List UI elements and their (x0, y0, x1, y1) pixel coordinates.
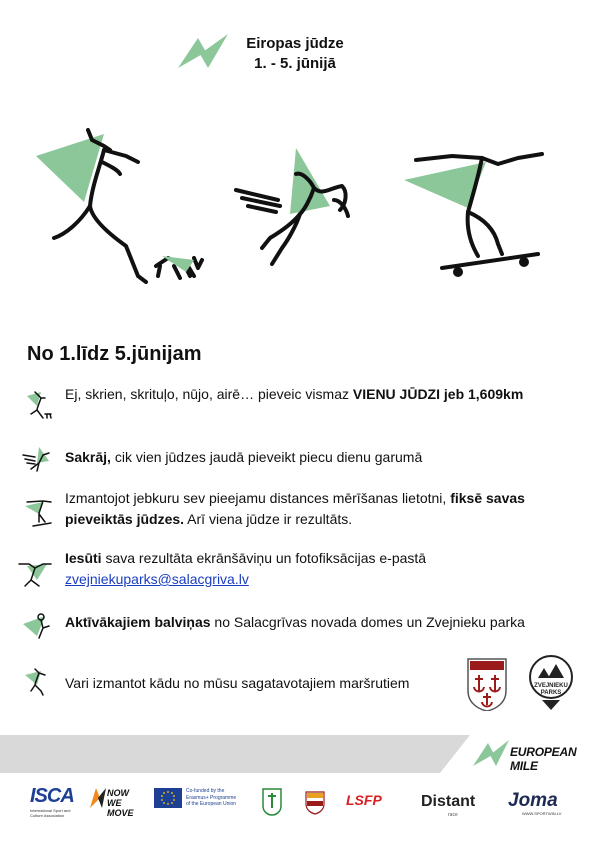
item-text-1b: VIENU JŪDZI jeb 1,609km (352, 386, 524, 402)
eu-line1: Co-funded by the (186, 788, 225, 794)
skater-icon (21, 498, 55, 528)
main-heading: No 1.līdz 5.jūnijam (27, 343, 202, 365)
distant-logo: Distant (421, 793, 476, 810)
instruction-record (65, 488, 535, 530)
latvia-coat-of-arms (302, 788, 328, 816)
european-mile-logo (176, 32, 230, 70)
isca-mark: ISCA (30, 785, 74, 807)
nwm-line2: WE MOVE (107, 798, 134, 818)
item-text-6: Vari izmantot kādu no mūsu sagatavotajiem maršrutiem (65, 675, 410, 691)
item-text-2a: Sakrāj, (65, 449, 111, 465)
instruction-walk (65, 384, 535, 405)
item-text-5a: Aktīvākajiem balviņas (65, 614, 211, 630)
joma-subtitle: WWW.SPORTWIN.LV (522, 811, 562, 816)
dancer-icon (17, 558, 55, 588)
event-dates: 1. - 5. jūnijā (254, 55, 336, 72)
item-text-2b: cik vien jūdzes jaudā pieveikt piecu dienu garumā (110, 449, 423, 465)
instruction-collect (65, 447, 535, 468)
joma-logo: Joma (508, 790, 558, 811)
item-text-5b: no Salacgrīvas novada domes un Zvejnieku parka (210, 614, 525, 630)
item-text-3a: Izmantojot jebkuru sev pieejamu distances mērīšanas lietotni, (65, 490, 451, 506)
european-mile-footer-logo (472, 739, 510, 767)
item-text-1a: Ej, skrien, skrituļo, nūjo, airē… pieveic vismaz (65, 386, 353, 402)
item-text-3b: fiksē savas pieveiktās jūdzes. (65, 490, 525, 527)
isca-logo (30, 785, 82, 821)
european-mile-label: EUROPEAN MILE (510, 745, 577, 773)
distant-subtitle: race (448, 812, 458, 818)
skateboarder-illustration (402, 148, 554, 278)
zvejnieku-text-line2: PARKS (540, 690, 562, 696)
event-title-line1: Eiropas jūdze (246, 35, 344, 52)
runner-icon (21, 443, 55, 473)
now-we-move-logo (90, 786, 150, 818)
salacgriva-coat-of-arms (466, 657, 508, 711)
zvejnieku-text-line1: ZVEJNIEKU (534, 683, 568, 689)
item-text-3c: Arī viena jūdze ir rezultāts. (184, 511, 353, 527)
walker-icon (21, 390, 55, 420)
eu-line2: Erasmus+ Programme (186, 794, 237, 801)
zvejnieku-parks-logo (528, 654, 574, 712)
eu-flag-icon (154, 788, 182, 808)
instruction-submit (65, 548, 535, 590)
email-link[interactable]: zvejniekuparks@salacgriva.lv (65, 571, 249, 587)
item-text-4a: Iesūti (65, 550, 102, 566)
instruction-prizes (65, 612, 535, 633)
nwm-line1: NOW (107, 788, 129, 798)
walker-with-dog-illustration (30, 126, 210, 288)
item-text-4b: sava rezultāta ekrānšāviņu un fotofiksācijas e-pastā (101, 550, 427, 566)
eu-line3: of the European Union (186, 801, 237, 807)
lsfp-logo: LSFP (346, 792, 382, 808)
runner-illustration (230, 144, 370, 270)
isca-subtitle: International Sport and Culture Association (30, 808, 71, 818)
now-we-move-icon (90, 788, 106, 808)
event-title (230, 34, 360, 74)
cyclist-icon (21, 612, 55, 642)
erasmus-logo (154, 788, 246, 812)
instruction-routes (65, 673, 465, 694)
sports-club-emblem (262, 788, 282, 816)
hiker-icon (21, 667, 55, 697)
